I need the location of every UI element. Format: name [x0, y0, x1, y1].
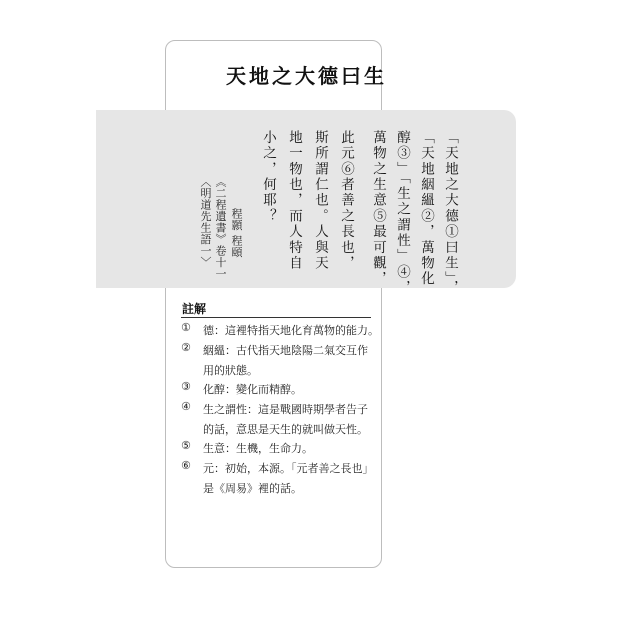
passage-column-4: 萬物之生意⑤最可觀，	[370, 130, 386, 287]
passage-column-6: 斯所謂仁也。人與天	[312, 130, 328, 272]
passage-column-3: 醇③」「生之謂性」④，	[394, 130, 410, 296]
note-number: ③	[181, 380, 191, 393]
passage-column-7: 地一物也，而人特自	[286, 130, 302, 272]
note-text: 生意：生機，生命力。	[203, 442, 313, 455]
note-text: 生之謂性：這是戰國時期學者告子的話，意思是天生的就叫做天性。	[203, 403, 368, 436]
source-authors: 程顥 程頤	[230, 208, 243, 258]
note-number: ④	[181, 400, 191, 413]
note-number: ②	[181, 341, 191, 354]
note-number: ①	[181, 321, 191, 334]
passage-column-2: 「天地絪縕②，萬物化	[418, 130, 434, 287]
note-text: 德：這裡特指天地化育萬物的能力。	[203, 324, 379, 337]
note-number: ⑥	[181, 459, 191, 472]
source-book: 《二程遺書》卷十一	[214, 176, 227, 280]
passage-column-5: 此元⑥者善之長也，	[338, 130, 354, 272]
notes-divider	[181, 317, 371, 318]
source-chapter: 〈明道先生語一〉	[199, 176, 212, 268]
note-text: 化醇：變化而精醇。	[203, 383, 302, 396]
note-number: ⑤	[181, 439, 191, 452]
note-text: 絪縕：古代指天地陰陽二氣交互作用的狀態。	[203, 344, 368, 377]
notes-heading: 註解	[182, 302, 207, 316]
page-title: 天地之大德曰生	[226, 64, 387, 88]
passage-column-8: 小之，何耶？	[260, 130, 276, 225]
passage-column-1: 「天地之大德①曰生」，	[442, 130, 458, 296]
note-text: 元：初始，本源。「元者善之長也」是《周易》裡的話。	[203, 462, 368, 495]
